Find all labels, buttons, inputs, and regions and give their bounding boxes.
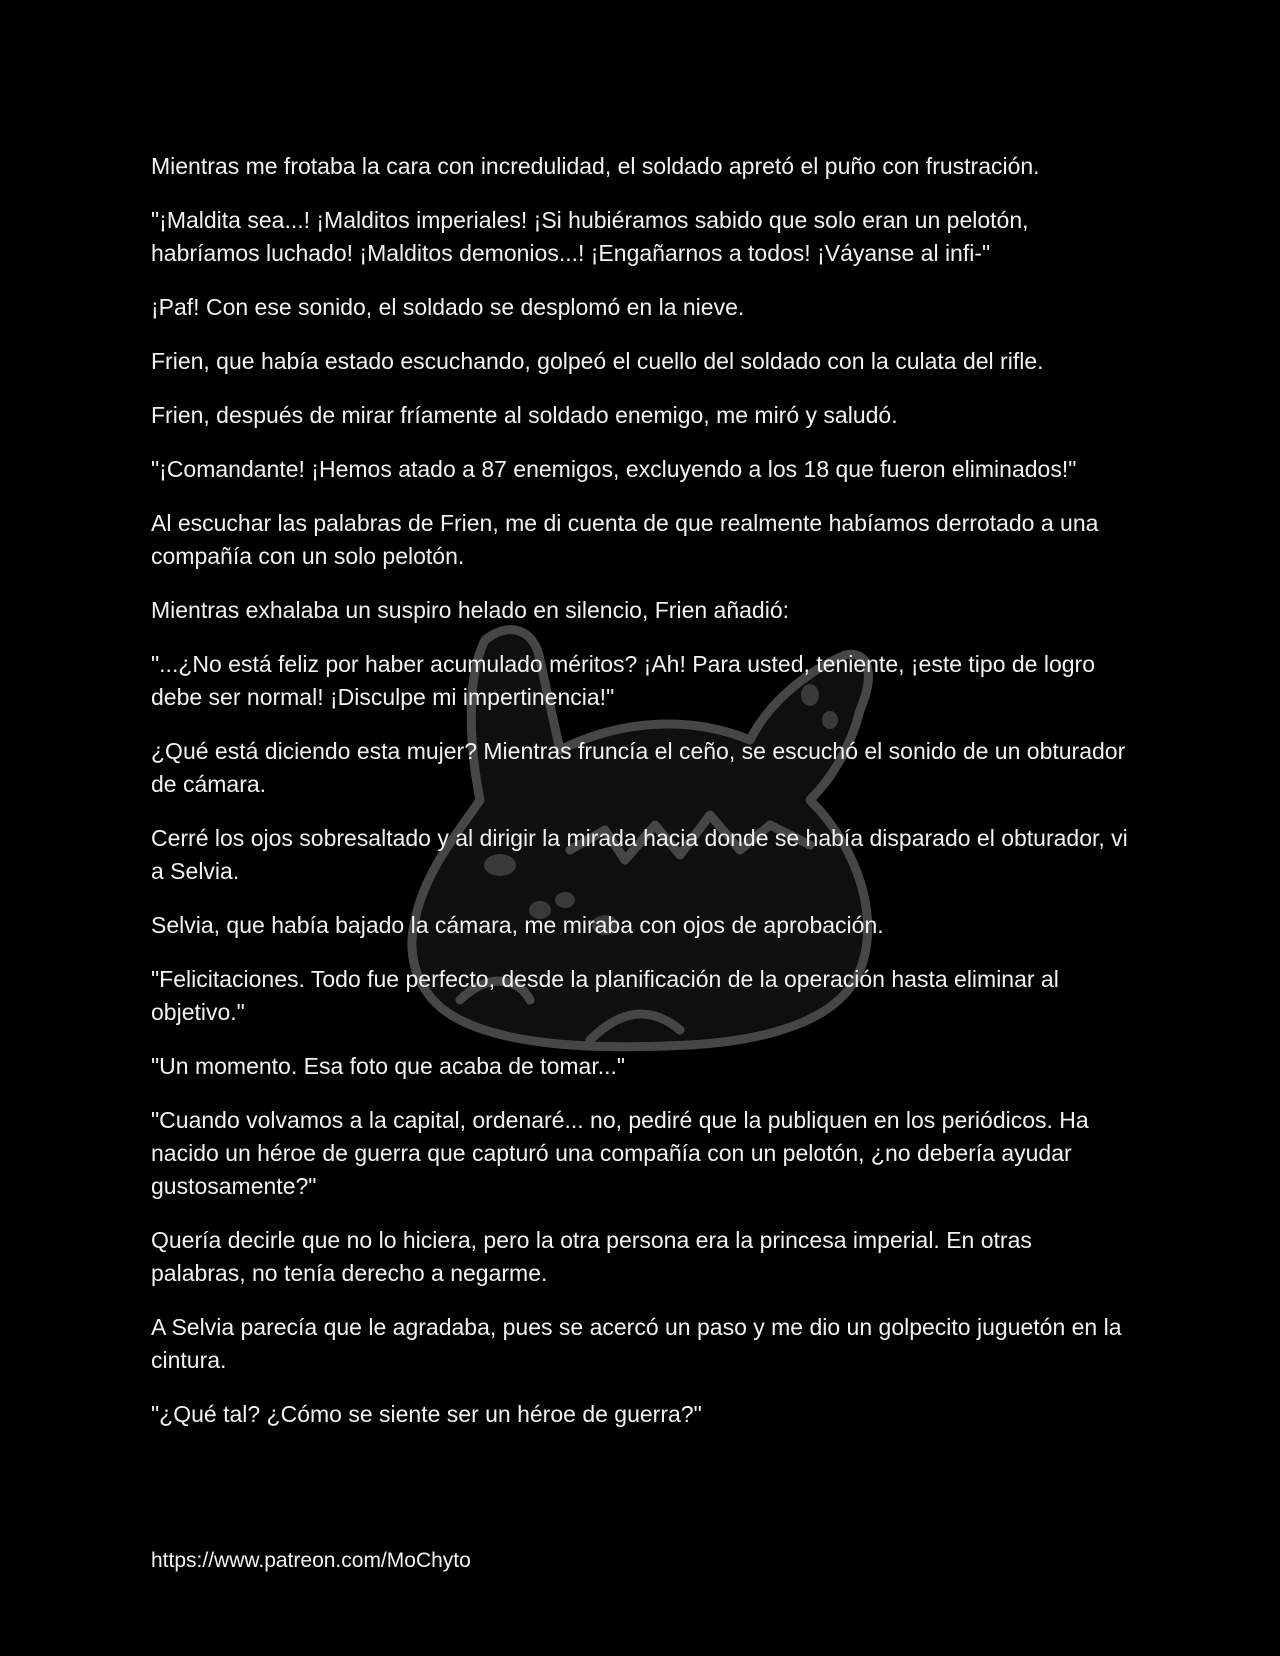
paragraph: Mientras exhalaba un suspiro helado en silencio, Frien añadió: xyxy=(151,597,790,623)
paragraph: "Felicitaciones. Todo fue perfecto, desde la planificación de la operación hasta eliminar al objetivo." xyxy=(151,966,1059,1025)
paragraph: Quería decirle que no lo hiciera, pero la otra persona era la princesa imperial. En otras palabras, no tenía derecho a negarme. xyxy=(151,1227,1032,1286)
patreon-link[interactable]: https://www.patreon.com/MoChyto xyxy=(151,1549,471,1572)
document-body xyxy=(151,150,1131,1452)
paragraph: "¡Comandante! ¡Hemos atado a 87 enemigos, excluyendo a los 18 que fueron eliminados!" xyxy=(151,456,1077,482)
paragraph: Selvia, que había bajado la cámara, me miraba con ojos de aprobación. xyxy=(151,912,884,938)
paragraph: ¡Paf! Con ese sonido, el soldado se desplomó en la nieve. xyxy=(151,294,745,320)
paragraph: "¡Maldita sea...! ¡Malditos imperiales! ¡Si hubiéramos sabido que solo eran un pelotón, habríamos luchado! ¡Malditos demonios...! ¡Engañarnos a todos! ¡Váyanse al infi-" xyxy=(151,207,1029,266)
paragraph: Frien, después de mirar fríamente al soldado enemigo, me miró y saludó. xyxy=(151,402,898,428)
paragraph: "¿Qué tal? ¿Cómo se siente ser un héroe de guerra?" xyxy=(151,1401,702,1427)
paragraph: "Un momento. Esa foto que acaba de tomar..." xyxy=(151,1053,626,1079)
paragraph: Cerré los ojos sobresaltado y al dirigir la mirada hacia donde se había disparado el obturador, vi a Selvia. xyxy=(151,825,1128,884)
paragraph: ¿Qué está diciendo esta mujer? Mientras fruncía el ceño, se escuchó el sonido de un obturador de cámara. xyxy=(151,738,1126,797)
paragraph: A Selvia parecía que le agradaba, pues se acercó un paso y me dio un golpecito juguetón en la cintura. xyxy=(151,1314,1122,1373)
paragraph: Mientras me frotaba la cara con incredulidad, el soldado apretó el puño con frustración. xyxy=(151,153,1040,179)
paragraph: "Cuando volvamos a la capital, ordenaré... no, pediré que la publiquen en los periódicos. Ha nacido un héroe de guerra que capturó una compañía con un pelotón, ¿no debería ayudar gustosamente?" xyxy=(151,1107,1089,1199)
paragraph: "...¿No está feliz por haber acumulado méritos? ¡Ah! Para usted, teniente, ¡este tipo de logro debe ser normal! ¡Disculpe mi impertinencia!" xyxy=(151,651,1095,710)
paragraph: Frien, que había estado escuchando, golpeó el cuello del soldado con la culata del rifle. xyxy=(151,348,1044,374)
paragraph: Al escuchar las palabras de Frien, me di cuenta de que realmente habíamos derrotado a una compañía con un solo pelotón. xyxy=(151,510,1099,569)
